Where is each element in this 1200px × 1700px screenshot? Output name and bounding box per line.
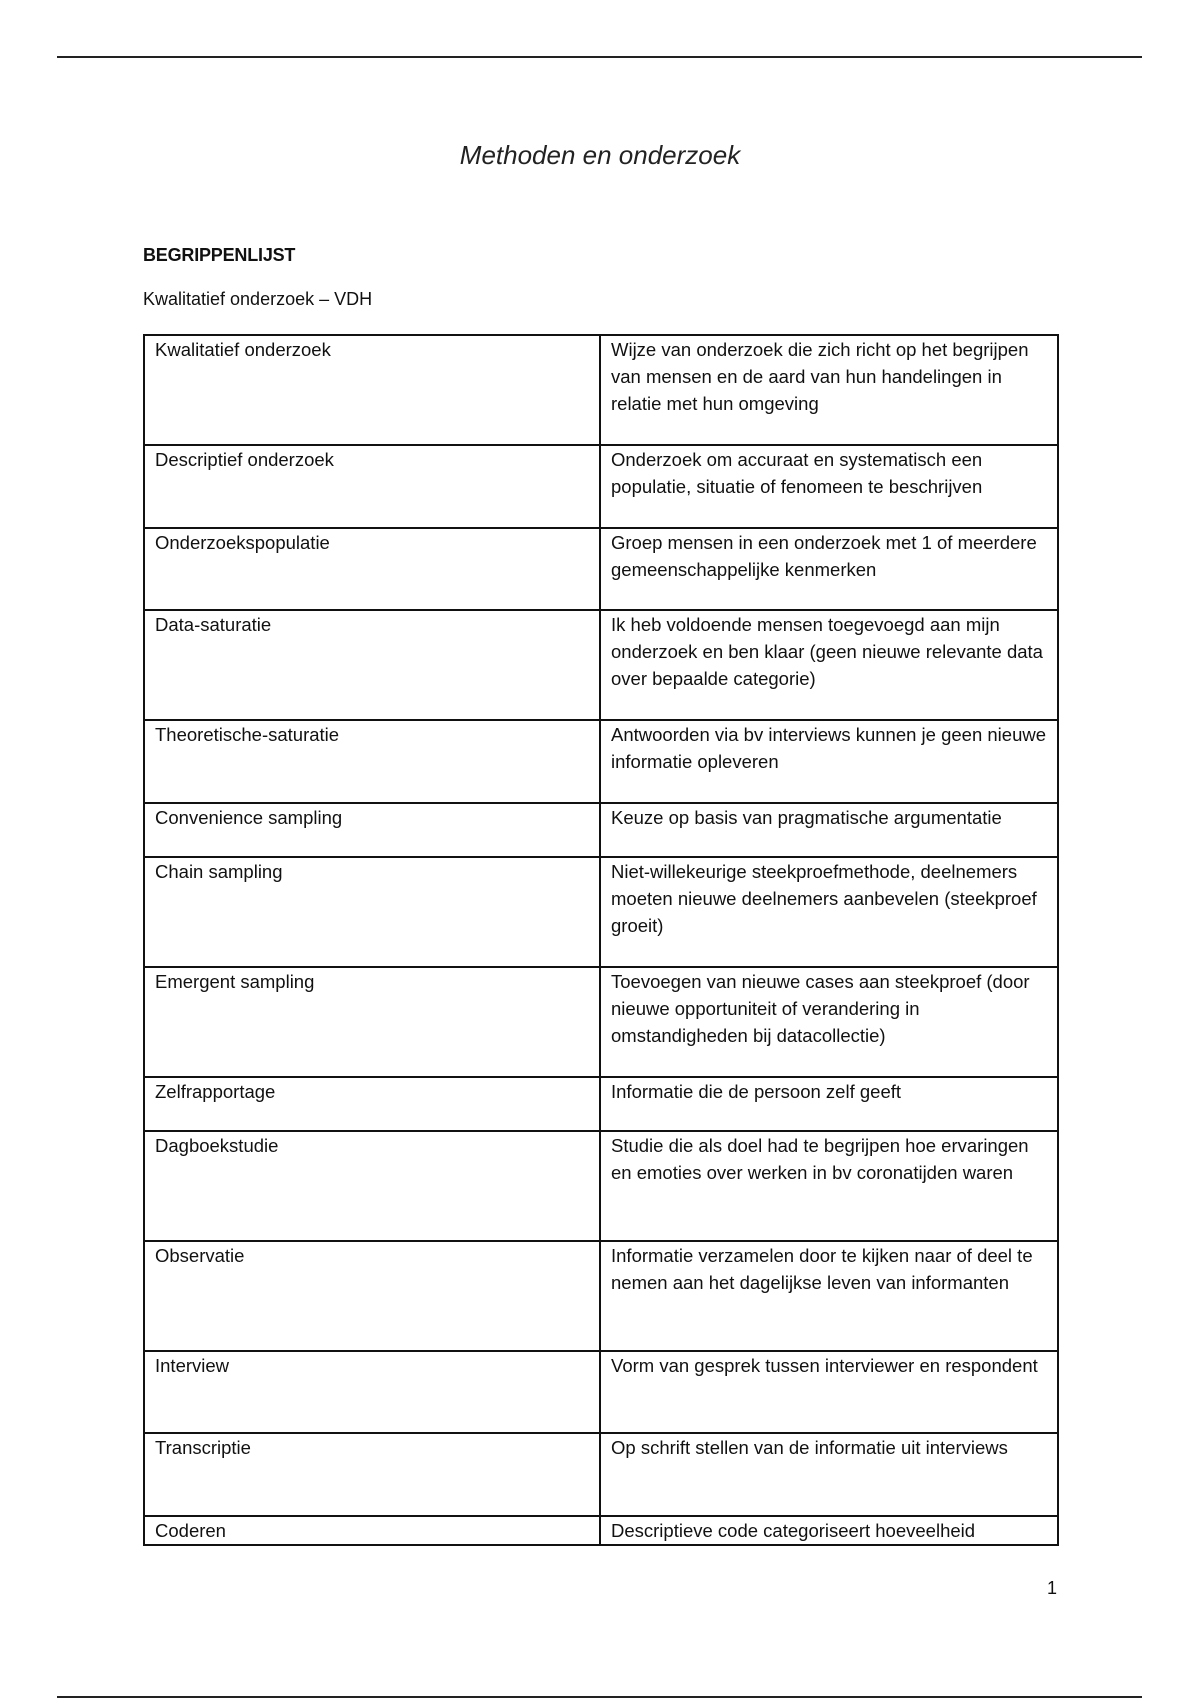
definition-cell: Studie die als doel had te begrijpen hoe ervaringen en emoties over werken in bv coronatijden waren: [600, 1131, 1058, 1241]
definition-cell: Vorm van gesprek tussen interviewer en respondent: [600, 1351, 1058, 1433]
table-row: [144, 1077, 1058, 1131]
term-cell: Theoretische-saturatie: [144, 720, 600, 803]
table-row: [144, 720, 1058, 803]
term-cell: Observatie: [144, 1241, 600, 1351]
table-row: [144, 1241, 1058, 1351]
table-row: [144, 528, 1058, 610]
definition-cell: Informatie die de persoon zelf geeft: [600, 1077, 1058, 1131]
term-cell: Coderen: [144, 1516, 600, 1545]
term-cell: Data-saturatie: [144, 610, 600, 720]
definition-cell: Onderzoek om accuraat en systematisch een populatie, situatie of fenomeen te beschrijven: [600, 445, 1058, 528]
definition-cell: Antwoorden via bv interviews kunnen je geen nieuwe informatie opleveren: [600, 720, 1058, 803]
term-cell: Onderzoekspopulatie: [144, 528, 600, 610]
table-row: [144, 1433, 1058, 1516]
page-number: 1: [1047, 1578, 1058, 1598]
footer-rule: [57, 1696, 1142, 1698]
definition-cell: Ik heb voldoende mensen toegevoegd aan mijn onderzoek en ben klaar (geen nieuwe relevante data over bepaalde categorie): [600, 610, 1058, 720]
definition-cell: Op schrift stellen van de informatie uit interviews: [600, 1433, 1058, 1516]
table-row: [144, 1516, 1058, 1545]
term-cell: Kwalitatief onderzoek: [144, 335, 600, 445]
section-heading: BEGRIPPENLIJST: [143, 245, 296, 265]
table-row: [144, 857, 1058, 967]
term-cell: Convenience sampling: [144, 803, 600, 857]
term-cell: Descriptief onderzoek: [144, 445, 600, 528]
section-subheading: Kwalitatief onderzoek – VDH: [143, 289, 373, 309]
table-row: [144, 967, 1058, 1077]
term-cell: Zelfrapportage: [144, 1077, 600, 1131]
header-rule: [57, 56, 1142, 58]
term-cell: Dagboekstudie: [144, 1131, 600, 1241]
term-cell: Emergent sampling: [144, 967, 600, 1077]
term-cell: Chain sampling: [144, 857, 600, 967]
definition-cell: Toevoegen van nieuwe cases aan steekproef (door nieuwe opportuniteit of verandering in omstandigheden bij datacollectie): [600, 967, 1058, 1077]
table-row: [144, 445, 1058, 528]
definition-cell: Informatie verzamelen door te kijken naar of deel te nemen aan het dagelijkse leven van informanten: [600, 1241, 1058, 1351]
term-cell: Transcriptie: [144, 1433, 600, 1516]
table-row: [144, 335, 1058, 445]
definition-cell: Descriptieve code categoriseert hoeveelheid: [600, 1516, 1058, 1545]
table-row: [144, 610, 1058, 720]
table-row: [144, 803, 1058, 857]
definition-cell: Groep mensen in een onderzoek met 1 of meerdere gemeenschappelijke kenmerken: [600, 528, 1058, 610]
definition-cell: Wijze van onderzoek die zich richt op het begrijpen van mensen en de aard van hun handelingen in relatie met hun omgeving: [600, 335, 1058, 445]
glossary-table: [143, 334, 1059, 1546]
document-title: Methoden en onderzoek: [459, 140, 741, 170]
definition-cell: Niet-willekeurige steekproefmethode, deelnemers moeten nieuwe deelnemers aanbevelen (steekproef groeit): [600, 857, 1058, 967]
definition-cell: Keuze op basis van pragmatische argumentatie: [600, 803, 1058, 857]
table-row: [144, 1131, 1058, 1241]
table-row: [144, 1351, 1058, 1433]
term-cell: Interview: [144, 1351, 600, 1433]
